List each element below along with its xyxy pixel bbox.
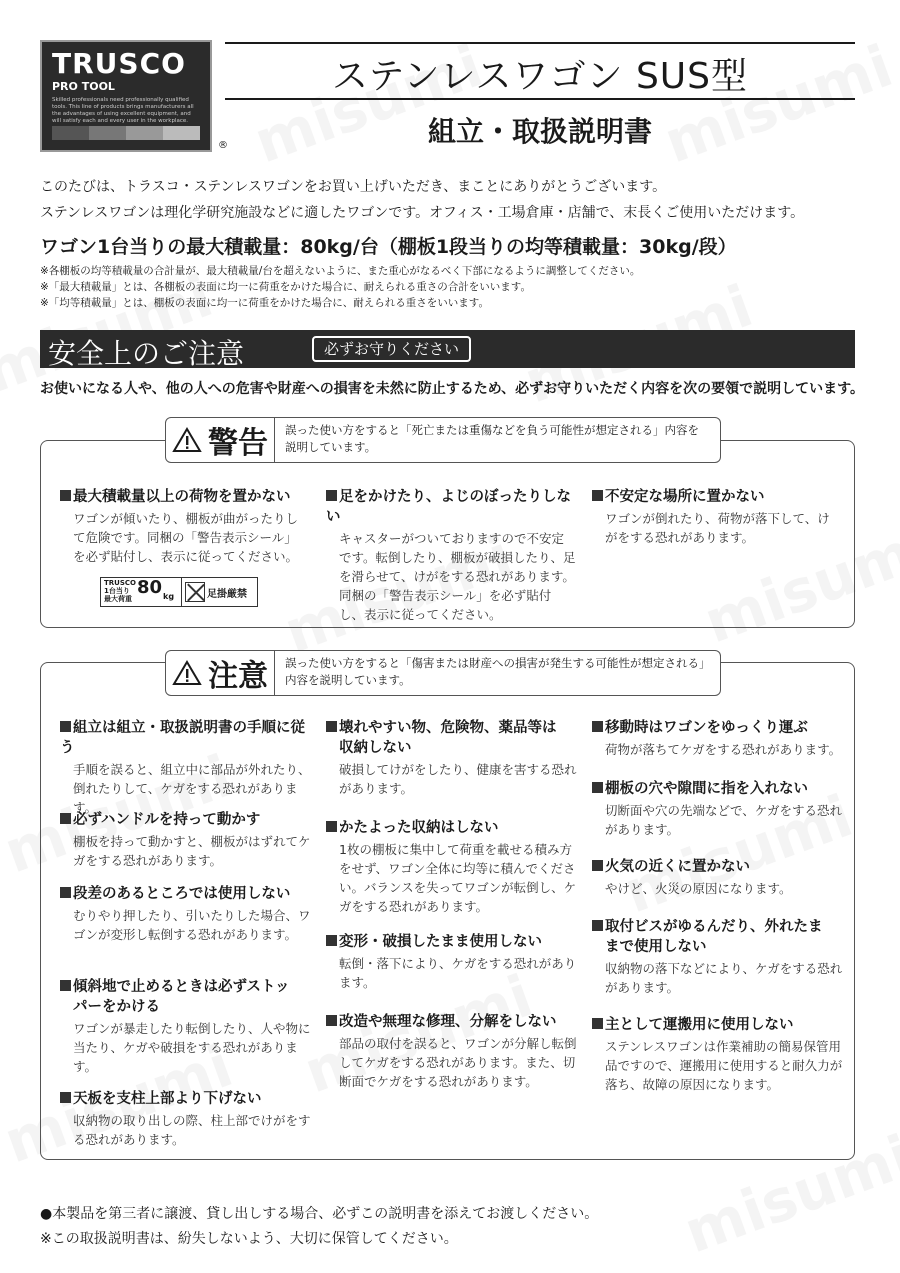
sticker-value: 80 xyxy=(137,577,163,598)
bullet-square xyxy=(592,920,603,931)
warning-item xyxy=(592,487,842,547)
item-heading: 火気の近くに置かない xyxy=(605,859,750,875)
item-heading-cont: 収納しない xyxy=(339,740,412,756)
warning-description: 誤った使い方をすると「死亡または重傷などを負う可能性が想定される」内容を説明しています。 xyxy=(275,417,721,463)
caution-item xyxy=(326,932,578,992)
logo-tagline: Skilled professionals need professionally qualified tools. This line of products brings manufacturers all the advantages of using excellent equipment, and will satisfy each and every user in the workplace. xyxy=(52,97,194,124)
caution-triangle-icon xyxy=(172,660,202,686)
item-heading-cont: まで使用しない xyxy=(605,939,707,955)
bullet-square xyxy=(60,813,71,824)
caution-item xyxy=(592,857,844,898)
warning-tag xyxy=(165,417,275,463)
logo-sub: PRO TOOL xyxy=(52,80,115,93)
bullet-square xyxy=(326,935,337,946)
warning-header xyxy=(165,417,721,463)
trusco-logo xyxy=(40,40,212,152)
item-heading: 壊れやすい物、危険物、薬品等は xyxy=(339,720,557,736)
warning-triangle-icon xyxy=(172,427,202,453)
item-body: 破損してけがをしたり、健康を害する恐れがあります。 xyxy=(339,762,577,796)
item-body: ワゴンが傾いたり、棚板が曲がったりして危険です。同梱の「警告表示シール」を必ず貼付し、表示に従ってください。 xyxy=(73,511,299,564)
item-body: ステンレスワゴンは作業補助の簡易保管用品ですので、運搬用に使用すると耐久力が落ち、故障の原因になります。 xyxy=(605,1039,843,1092)
item-heading: 変形・破損したまま使用しない xyxy=(339,934,542,950)
safety-heading: 安全上のご注意 xyxy=(48,337,245,370)
item-heading: 傾斜地で止めるときは必ずストッ xyxy=(73,979,290,995)
bullet-square xyxy=(60,490,71,501)
item-heading: 取付ビスがゆるんだり、外れたま xyxy=(605,919,823,935)
warning-tag-label: 警告 xyxy=(208,426,268,461)
item-body: 部品の取付を誤ると、ワゴンが分解し転倒してケガをする恐れがあります。また、切断面でケガをする恐れがあります。 xyxy=(339,1036,577,1089)
item-body: 棚板を持って動かすと、棚板がはずれてケガをする恐れがあります。 xyxy=(73,834,311,868)
item-body: 収納物の落下などにより、ケガをする恐れがあります。 xyxy=(605,961,843,995)
logo-brand: TRUSCO xyxy=(52,47,186,80)
intro-text xyxy=(40,174,804,226)
safety-intro: お使いになる人や、他の人への危害や財産への損害を未然に防止するため、必ずお守りいただく内容を次の要領で説明しています。 xyxy=(40,381,865,397)
load-notes xyxy=(40,263,640,311)
no-foot-icon xyxy=(185,582,205,602)
bullet-square xyxy=(60,980,71,991)
item-body: ワゴンが倒れたり、荷物が落下して、けがをする恐れがあります。 xyxy=(605,511,830,545)
item-heading: 改造や無理な修理、分解をしない xyxy=(339,1014,557,1030)
item-heading: 最大積載量以上の荷物を置かない xyxy=(73,489,291,505)
bullet-square xyxy=(592,721,603,732)
item-heading-cont: パーをかける xyxy=(73,999,160,1015)
note-line: ※各棚板の均等積載量の合計量が、最大積載量/台を超えないように、また重心がなるべく下部になるように調整してください。 xyxy=(40,265,641,277)
sticker-unit: kg xyxy=(163,592,175,601)
footer-line: ●本製品を第三者に譲渡、貸し出しする場合、必ずこの説明書を添えてお渡しください。 xyxy=(40,1206,599,1222)
note-line: ※「均等積載量」とは、棚板の表面に均一に荷重をかけた場合に、耐えられる重さをいいます。 xyxy=(40,297,489,309)
bullet-square xyxy=(592,782,603,793)
title-rule-top xyxy=(225,42,855,44)
caution-item xyxy=(326,818,578,916)
registered-mark: ® xyxy=(218,140,228,151)
item-body: 手順を誤ると、組立中に部品が外れたり、倒れたりして、ケガをする恐れがあります。 xyxy=(73,762,311,815)
warning-item xyxy=(60,487,308,566)
item-body: 収納物の取り出しの際、柱上部でけがをする恐れがあります。 xyxy=(73,1113,311,1147)
bullet-square xyxy=(60,1092,71,1103)
sticker-line2: 最大荷重 xyxy=(104,595,132,603)
item-body: 荷物が落ちてケガをする恐れがあります。 xyxy=(605,742,842,757)
caution-item xyxy=(592,718,844,759)
logo-stripe xyxy=(52,126,200,140)
caution-item xyxy=(326,718,578,798)
bullet-square xyxy=(592,1018,603,1029)
caution-item xyxy=(592,1015,844,1094)
bullet-square xyxy=(326,1015,337,1026)
bullet-square xyxy=(60,887,71,898)
bullet-square xyxy=(326,490,337,501)
page-subtitle: 組立・取扱説明書 xyxy=(427,115,652,148)
safety-pill: 必ずお守りください xyxy=(312,336,471,362)
item-body: 切断面や穴の先端などで、ケガをする恐れがあります。 xyxy=(605,803,843,837)
safety-heading-bar xyxy=(40,330,855,368)
caution-header xyxy=(165,650,721,696)
sticker-no-step xyxy=(181,578,257,606)
intro-line: このたびは、トラスコ・ステンレスワゴンをお買い上げいただき、まことにありがとうございます。 xyxy=(40,179,667,195)
bullet-square xyxy=(326,721,337,732)
caution-item xyxy=(592,917,844,997)
item-heading: 組立は組立・取扱説明書の手順に従う xyxy=(60,720,305,756)
footer-line: ※この取扱説明書は、紛失しないよう、大切に保管してください。 xyxy=(40,1231,458,1247)
caution-description: 誤った使い方をすると「傷害または財産への損害が発生する可能性が想定される」内容を説明しています。 xyxy=(275,650,721,696)
caution-tag-label: 注意 xyxy=(208,659,268,694)
item-heading: 足をかけたり、よじのぼったりしない xyxy=(326,489,571,525)
item-heading: 不安定な場所に置かない xyxy=(605,489,765,505)
caution-item xyxy=(60,884,312,944)
item-body: むりやり押したり、引いたりした場合、ワゴンが変形し転倒する恐れがあります。 xyxy=(73,908,311,942)
item-body: キャスターがついておりますので不安定です。転倒したり、棚板が破損したり、足を滑らせて、けがをする恐れがあります。同梱の「警告表示シール」を必ず貼付し、表示に従ってください。 xyxy=(339,531,576,622)
item-body: 転倒・落下により、ケガをする恐れがあります。 xyxy=(339,956,577,990)
intro-line: ステンレスワゴンは理化学研究施設などに適したワゴンです。オフィス・工場倉庫・店舗で、末長くご使用いただけます。 xyxy=(40,205,805,221)
bullet-square xyxy=(592,490,603,501)
warning-sticker xyxy=(100,577,258,607)
caution-tag xyxy=(165,650,275,696)
item-heading: 棚板の穴や隙間に指を入れない xyxy=(605,781,808,797)
caution-item xyxy=(592,779,844,839)
item-body: やけど、火災の原因になります。 xyxy=(605,881,792,896)
item-heading: 主として運搬用に使用しない xyxy=(605,1017,794,1033)
item-body: ワゴンが暴走したり転倒したり、人や物に当たり、ケガや破損をする恐れがあります。 xyxy=(73,1021,311,1074)
sticker-label: 足掛厳禁 xyxy=(207,588,247,600)
item-heading: 段差のあるところでは使用しない xyxy=(73,886,291,902)
max-load-spec: ワゴン1台当りの最大積載量：80kg/台（棚板1段当りの均等積載量：30kg/段） xyxy=(40,236,737,258)
item-heading: 必ずハンドルを持って動かす xyxy=(73,812,261,828)
warning-item xyxy=(326,487,576,624)
item-heading: かたよった収納はしない xyxy=(339,820,499,836)
caution-item xyxy=(60,1089,312,1149)
bullet-square xyxy=(60,721,71,732)
item-heading: 天板を支柱上部より下げない xyxy=(73,1091,262,1107)
caution-item xyxy=(60,718,312,817)
caution-item xyxy=(326,1012,578,1091)
bullet-square xyxy=(326,821,337,832)
note-line: ※「最大積載量」とは、各棚板の表面に均一に荷重をかけた場合に、耐えられる重さの合計をいいます。 xyxy=(40,281,531,293)
item-heading: 移動時はワゴンをゆっくり運ぶ xyxy=(605,720,808,736)
caution-item xyxy=(60,810,312,870)
sticker-load xyxy=(101,578,181,606)
footer-notes xyxy=(40,1202,598,1252)
page-title: ステンレスワゴン SUS型 xyxy=(332,56,748,97)
sticker-brand: TRUSCO xyxy=(104,579,136,587)
caution-item xyxy=(60,977,312,1076)
bullet-square xyxy=(592,860,603,871)
item-body: 1枚の棚板に集中して荷重を載せる積み方をせず、ワゴン全体に均等に積んでください。バランスを失ってワゴンが転倒し、ケガをする恐れがあります。 xyxy=(339,842,577,914)
sticker-line1: 1台当り xyxy=(104,587,130,595)
